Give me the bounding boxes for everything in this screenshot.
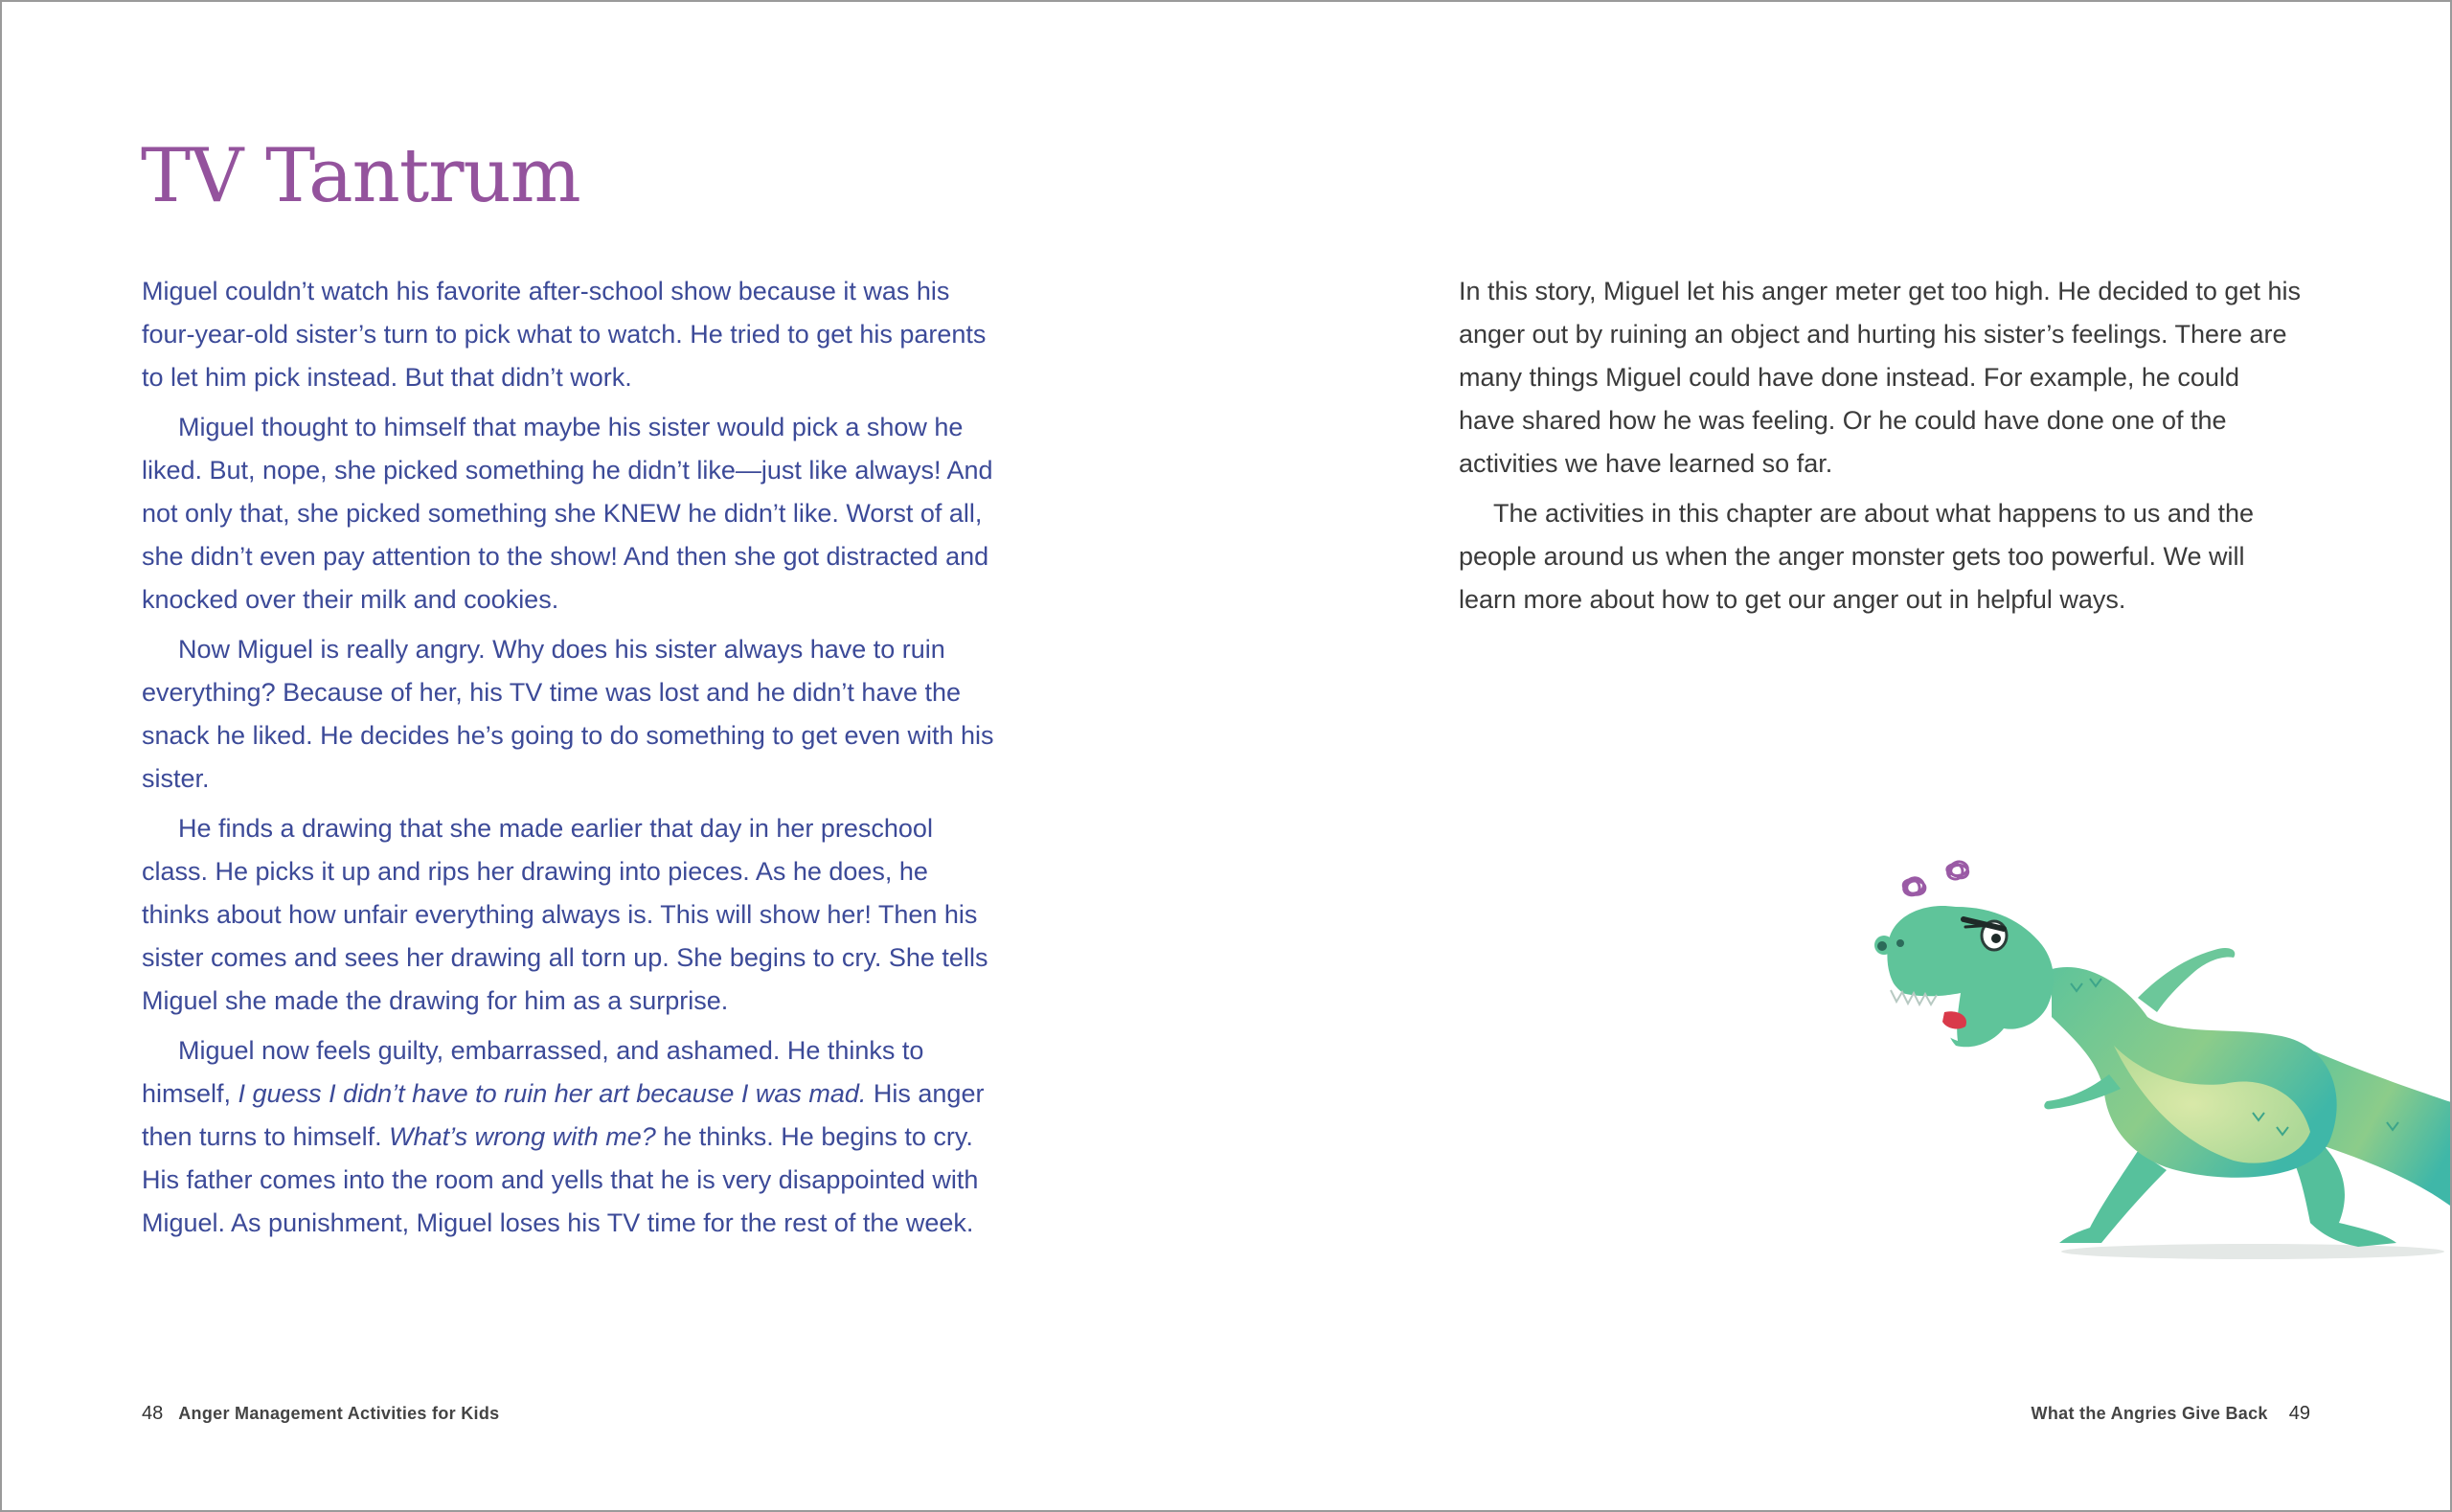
dino-brow-2	[1965, 925, 1992, 927]
right-page-footer	[2032, 1400, 2310, 1427]
story-thought-1: I guess I didn’t have to ruin her art because I was mad.	[238, 1079, 867, 1108]
story-paragraph-4: He finds a drawing that she made earlier that day in her preschool class. He picks it up and rips her drawing into pieces. As he does, he thinks about how unfair everything always is. This will show her! Then his sister comes and sees her drawing all torn up. She begins to cry. She tells Miguel she made the drawing for him as a surprise.	[142, 814, 988, 1015]
story-paragraph-5-part-c: His anger then turns to himself.	[142, 1079, 985, 1151]
story-paragraph-5	[142, 1029, 997, 1245]
left-page-footer	[142, 1400, 499, 1427]
story-paragraph-2: Miguel thought to himself that maybe his sister would pick a show he liked. But, nope, she picked something he didn’t like—just like always! And not only that, she picked something she KNEW he didn’t like. Worst of all, she didn’t even pay attention to the show! And then she got distracted and knocked over their milk and cookies.	[142, 413, 993, 614]
dino-nostril	[1877, 941, 1887, 951]
story-paragraph-5-part-a: Miguel now feels guilty, embarrassed, and ashamed. He thinks to himself,	[142, 1036, 924, 1108]
story-paragraph-3: Now Miguel is really angry. Why does his sister always have to ruin everything? Because of her, his TV time was lost and he didn’t have the snack he liked. He decides he’s going to do something to get even with his sister.	[142, 635, 994, 793]
story-thought-2: What’s wrong with me?	[389, 1122, 656, 1151]
dino-pupil	[1991, 934, 2001, 943]
story-text	[142, 270, 997, 1252]
ground-shadow	[2061, 1244, 2444, 1259]
dino-nostril-2	[1896, 939, 1904, 947]
left-page-number: 48	[142, 1403, 164, 1424]
angry-scribble-icon	[1903, 862, 1967, 895]
dino-raised-arm	[2138, 948, 2235, 1012]
story-paragraph-5-part-e: he thinks. He begins to cry. His father comes into the room and yells that he is very disappointed with Miguel. As punishment, Miguel loses his TV time for the rest of the week.	[142, 1122, 979, 1237]
dino-front-leg	[2059, 1151, 2167, 1243]
reflection-text	[1459, 270, 2302, 628]
angry-dinosaur-illustration	[1850, 854, 2452, 1266]
page-title: TV Tantrum	[141, 133, 580, 219]
book-title: Anger Management Activities for Kids	[178, 1404, 500, 1423]
story-paragraph-1: Miguel couldn’t watch his favorite after-school show because it was his four-year-old sister’s turn to pick what to watch. He tried to get his parents to let him pick instead. But that didn’t work.	[142, 277, 987, 392]
reflection-paragraph-2: The activities in this chapter are about what happens to us and the people around us when the anger monster gets too powerful. We will learn more about how to get our anger out in helpful ways.	[1459, 499, 2254, 614]
right-page-number: 49	[2288, 1403, 2310, 1424]
chapter-title: What the Angries Give Back	[2031, 1404, 2268, 1423]
reflection-paragraph-1: In this story, Miguel let his anger meter get too high. He decided to get his anger out by ruining an object and hurting his sister’s feelings. There are many things Miguel could have done instead. For example, he could have shared how he was feeling. Or he could have done one of the activities we have learned so far.	[1459, 277, 2301, 478]
